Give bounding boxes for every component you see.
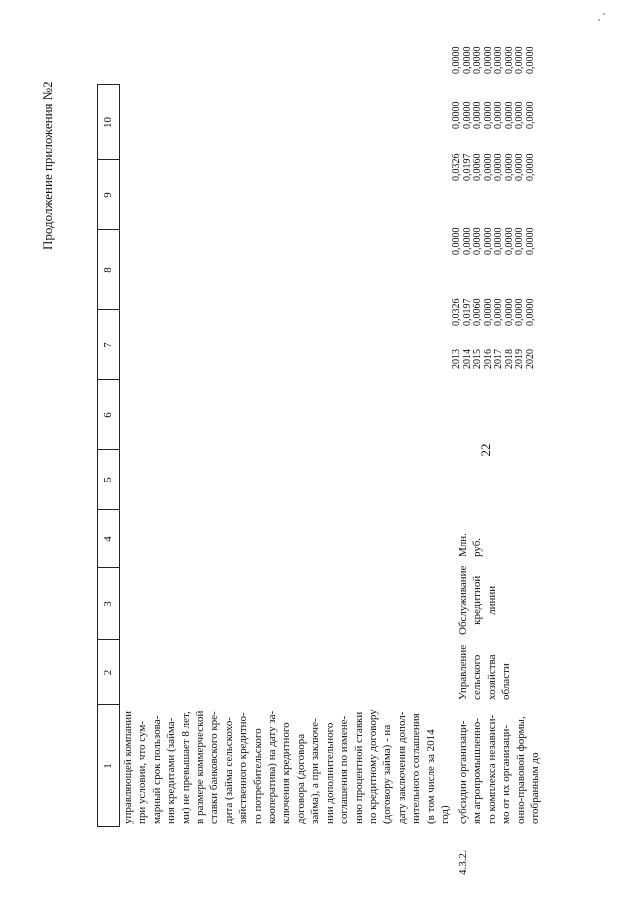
col8-value: 0,0000 <box>503 153 515 181</box>
col7-value: 0,0000 <box>461 227 473 255</box>
col7-value: 0,0000 <box>503 227 515 255</box>
row-description <box>456 715 542 824</box>
col6-value: 0,0326 <box>451 298 462 326</box>
col-header-9: 9 <box>102 192 114 198</box>
col7-values <box>452 228 536 256</box>
col6-value: 0,0000 <box>493 298 504 326</box>
row-responsible-line: Управление <box>457 644 469 700</box>
year: 2014 <box>461 349 473 369</box>
col6-value: 0,0000 <box>482 298 494 326</box>
col6-value: 0,0000 <box>503 298 515 326</box>
col9-value: 0,0000 <box>493 101 504 129</box>
page-number: 22 <box>478 443 493 457</box>
col9-value: 0,0000 <box>524 101 536 129</box>
year: 2016 <box>482 349 494 369</box>
prev-row-line: при условии, что сум- <box>136 720 149 824</box>
row-unit-line: руб. <box>471 537 484 557</box>
col6-value: 0,0060 <box>472 298 483 326</box>
col8-value: 0,0197 <box>461 153 473 181</box>
col10-value: 0,0000 <box>503 46 515 74</box>
col8-value: 0,0060 <box>472 153 483 181</box>
col9-value: 0,0000 <box>503 101 515 129</box>
col10-values <box>452 47 536 75</box>
prev-row-line: соглашения по измене- <box>338 715 351 824</box>
col7-value: 0,0000 <box>451 227 462 255</box>
col-header-10: 10 <box>102 117 114 128</box>
year: 2017 <box>493 349 504 369</box>
col-header-6: 6 <box>102 412 114 418</box>
col10-value: 0,0000 <box>524 46 536 74</box>
col-header-8: 8 <box>102 267 114 273</box>
col7-value: 0,0000 <box>514 227 525 255</box>
row-unit <box>456 533 485 557</box>
prev-row-line: зяйственного кредитно- <box>237 712 250 824</box>
col10-value: 0,0000 <box>461 46 473 74</box>
col10-value: 0,0000 <box>451 46 462 74</box>
row-description-line: ям агропромышленно- <box>471 718 484 824</box>
col7-value: 0,0000 <box>472 227 483 255</box>
col8-value: 0,0000 <box>493 153 504 181</box>
col9-value: 0,0000 <box>461 101 473 129</box>
prev-row-line: договора (договора <box>294 733 307 824</box>
row-description-line: отобранным до <box>529 752 542 824</box>
col6-values <box>452 299 536 327</box>
scan-speck <box>603 13 605 15</box>
col10-value: 0,0000 <box>514 46 525 74</box>
row-responsible-line: сельского <box>471 654 484 700</box>
row-responsible-line: хозяйства <box>485 654 498 700</box>
prev-row-line: (договору займа) - на <box>381 724 394 824</box>
prev-row-line: ми) не превышает 8 лет, <box>179 711 192 824</box>
row-description-line: субсидии организаци- <box>457 720 469 824</box>
col7-value: 0,0000 <box>482 227 494 255</box>
row-activity-line: Обслуживание <box>457 565 469 635</box>
header-bottom-rule <box>119 85 120 827</box>
col9-value: 0,0000 <box>482 101 494 129</box>
col-header-2: 2 <box>102 669 114 676</box>
col8-value: 0,0000 <box>524 153 536 181</box>
col10-value: 0,0000 <box>493 46 504 74</box>
col-header-3: 3 <box>102 601 114 607</box>
row-responsible-line: области <box>500 663 513 700</box>
prev-row-line: год) <box>438 805 451 824</box>
row-activity-line: кредитной <box>471 575 484 625</box>
prev-row-line: нию процентной ставки <box>352 711 365 824</box>
col8-value: 0,0000 <box>482 153 494 181</box>
row-activity-line: линии <box>485 585 498 615</box>
year: 2019 <box>514 349 525 369</box>
year: 2018 <box>503 349 515 369</box>
prev-row-line: нии дополнительного <box>323 722 336 824</box>
prev-row-line: кооператива) на дату за- <box>266 710 279 824</box>
row-description-line: онно-правовой формы, <box>514 716 527 824</box>
year: 2015 <box>472 349 483 369</box>
row-unit-line: Млн. <box>457 533 469 557</box>
col9-values <box>452 102 536 130</box>
prev-row-description <box>121 709 452 824</box>
row-description-line: мо от их организаци- <box>500 724 513 824</box>
prev-row-line: (в том числе за 2014 <box>424 729 437 824</box>
prev-row-line: дату заключения допол- <box>395 711 408 824</box>
col-header-5: 5 <box>102 477 114 483</box>
col8-value: 0,0326 <box>451 153 462 181</box>
year: 2013 <box>451 349 462 369</box>
col-header-1: 1 <box>102 763 114 769</box>
row-responsible <box>456 645 514 700</box>
year: 2020 <box>524 349 536 369</box>
col9-value: 0,0000 <box>472 101 483 129</box>
col9-value: 0,0000 <box>451 101 462 129</box>
col8-values <box>452 154 536 182</box>
row-description-line: го комплекса независи- <box>485 714 498 824</box>
continuation-label: Продолжение приложения №2 <box>40 81 55 250</box>
prev-row-line: займа), а при заключе- <box>309 718 322 824</box>
years-column <box>452 349 536 369</box>
prev-row-line: ставки банковского кре- <box>208 711 221 824</box>
row-activity <box>456 566 499 635</box>
prev-row-line: в размере коммерческой <box>194 710 207 824</box>
prev-row-line: ключения кредитного <box>280 722 293 824</box>
col6-value: 0,0000 <box>524 298 536 326</box>
row-number: 4.3.2. <box>457 850 469 875</box>
col-header-7: 7 <box>102 342 114 348</box>
col9-value: 0,0000 <box>514 101 525 129</box>
prev-row-line: ния кредитами (займа- <box>165 717 178 824</box>
col-header-4: 4 <box>102 536 114 542</box>
prev-row-line: дита (займа сельскохо- <box>222 717 235 824</box>
col7-value: 0,0000 <box>524 227 536 255</box>
col6-value: 0,0197 <box>461 298 473 326</box>
prev-row-line: управляющей компании <box>122 710 134 824</box>
prev-row-line: го потребительского <box>251 728 264 824</box>
prev-row-line: по кредитному договору <box>366 709 379 824</box>
col10-value: 0,0000 <box>482 46 494 74</box>
col7-value: 0,0000 <box>493 227 504 255</box>
prev-row-line: марный срок пользова- <box>150 715 163 824</box>
col10-value: 0,0000 <box>472 46 483 74</box>
scan-speck <box>598 19 600 21</box>
prev-row-line: нительного соглашения <box>410 713 423 824</box>
col6-value: 0,0000 <box>514 298 525 326</box>
col8-value: 0,0000 <box>514 153 525 181</box>
